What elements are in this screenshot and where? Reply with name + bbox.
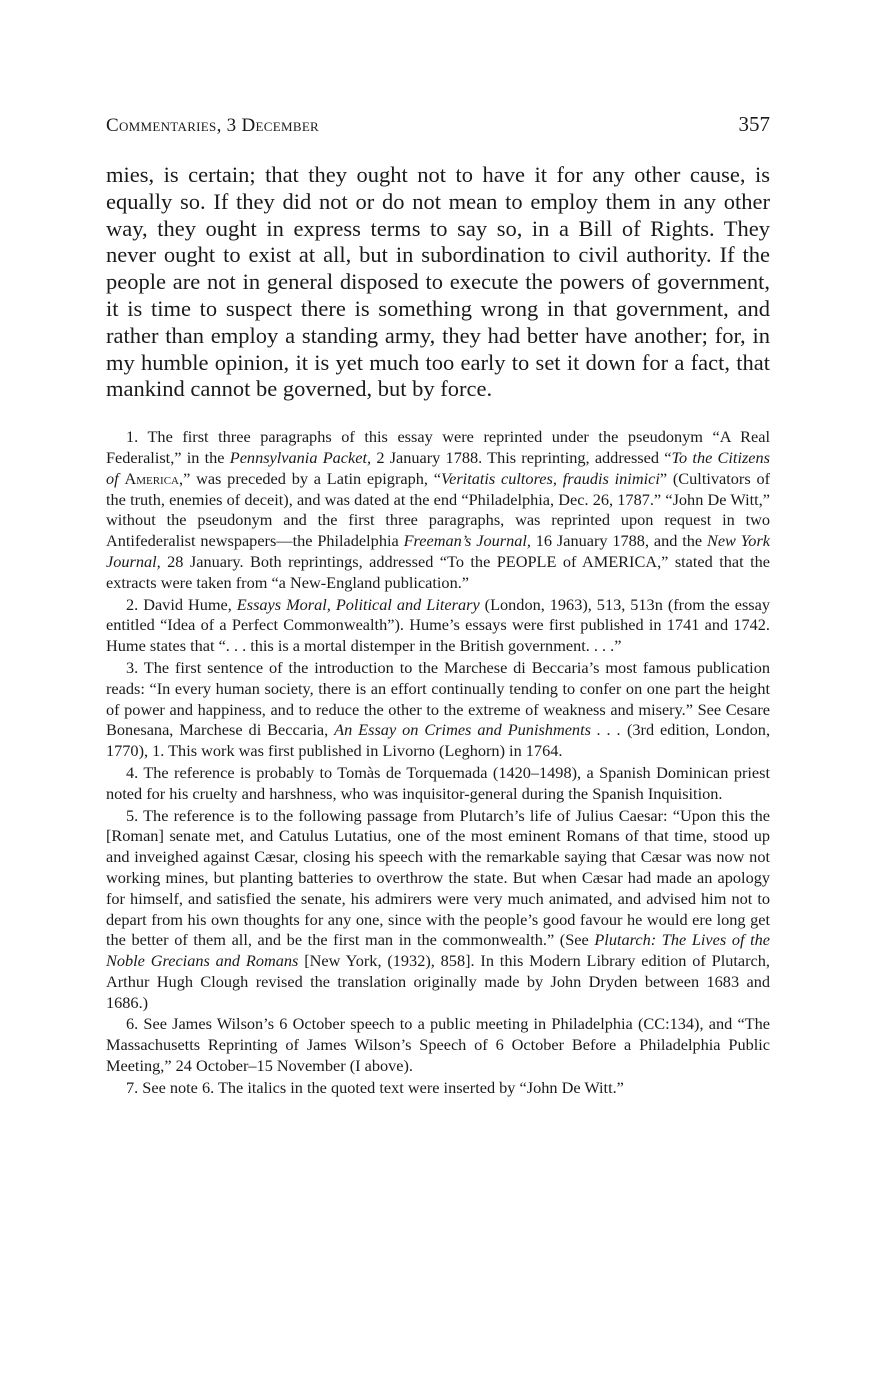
document-page <box>106 112 770 1100</box>
footnote-text: To the Citizens of <box>106 447 771 488</box>
footnote-text: New York Journal, <box>106 531 771 571</box>
footnote-text: An Essay on Crimes and Punishments . . . <box>334 720 622 740</box>
footnote-text: Essays Moral, Political and Literary <box>236 594 480 614</box>
page-number: 357 <box>738 112 770 136</box>
footnote-text: America <box>124 468 179 488</box>
footnote-text: Veritatis cultores, fraudis inimici <box>440 468 660 488</box>
footnote-text: Freeman’s Journal, <box>403 531 531 551</box>
footnote-text: 7. See note 6. The italics in the quoted text were inserted by “John De Witt.” <box>126 1077 624 1097</box>
footnote <box>106 763 770 805</box>
footnote-text: 1. The first three paragraphs of this essay were reprinted under the pseudonym “A Real Federalist,” in the <box>106 427 770 467</box>
footnote-text: 2 January 1788. This reprinting, addressed “ <box>371 447 672 467</box>
footnotes <box>106 427 770 1099</box>
footnote-text: [New York, (1932), 858]. In this Modern Library edition of Plutarch, Arthur Hugh Clough revised the translation originally made by John Dryden between 1683 and 1686.) <box>106 951 770 1012</box>
footnote-text: 6. See James Wilson’s 6 October speech to a public meeting in Philadelphia (CC:134), and “The Massachusetts Reprinting of James Wilson’s Speech of 6 October Before a Philadelphia Public Meeting,” 24 October–15 November (I above). <box>106 1014 770 1076</box>
footnote <box>106 595 770 657</box>
footnote-text: 4. The reference is probably to Tomàs de Torquemada (1420–1498), a Spanish Dominican priest noted for his cruelty and harshness, who was inquisitor-general during the Spanish Inquisition. <box>106 762 770 803</box>
footnote-text: Plutarch: The Lives of the Noble Grecians and Romans <box>106 930 771 971</box>
footnote-text: ,” was preceded by a Latin epigraph, “ <box>179 468 441 488</box>
footnote-text: (London, 1963), 513, 513n (from the essay entitled “Idea of a Perfect Commonwealth”). Hume’s essays were first published in 1741 and 1742. Hume states that “. . . this is a mortal distemper in the British government. . . .” <box>106 594 770 656</box>
footnote-text: (3rd edition, London, 1770), 1. This work was first published in Livorno (Leghorn) in 1764. <box>106 720 771 761</box>
footnote-text: 2. David Hume, <box>126 594 237 614</box>
running-title: Commentaries, 3 December <box>106 115 320 136</box>
footnote <box>106 1078 770 1099</box>
footnote <box>106 806 770 1014</box>
body-paragraph: mies, is certain; that they ought not to have it for any other cause, is equally so. If they did not or do not mean to employ them in any other way, they ought in express terms to say so, in a Bill of Rights. They never ought to exist at all, but in subordination to civil authority. If the people are not in general disposed to execute the powers of government, it is time to suspect there is something wrong in that government, and rather than employ a standing army, they had better have another; for, in my humble opinion, it is yet much too early to set it down for a fact, that mankind cannot be governed, but by force. <box>106 162 770 402</box>
footnote-text: 16 January 1788, and the <box>530 531 707 551</box>
footnote-text: ” (Cultivators of the truth, enemies of deceit), and was dated at the end “Philadelphia, Dec. 26, 1787.” “John De Witt,” without the pseudonym and the first three paragraphs, was reprinted upon request in two Antifederalist newspapers—the Philadelphia <box>106 468 771 551</box>
running-head <box>106 112 770 146</box>
footnote-text: 3. The first sentence of the introduction to the Marchese di Beccaria’s most famous publication reads: “In every human society, there is an effort continually tending to confer on one part the height of power and happiness, and to reduce the other to the extreme of weakness and misery.” See Cesare Bonesana, Marchese di Beccaria, <box>106 657 770 740</box>
footnote <box>106 1014 770 1076</box>
footnote <box>106 658 770 762</box>
footnote-text: 28 January. Both reprintings, addressed “To the PEOPLE of AMERICA,” stated that the extracts were taken from “a New-England publication.” <box>106 551 770 592</box>
footnote-text: Pennsylvania Packet, <box>229 447 372 467</box>
footnote <box>106 427 770 593</box>
footnote-text: 5. The reference is to the following passage from Plutarch’s life of Julius Caesar: “Upon this the [Roman] senate met, and Catulus Lutatius, one of the most eminent Romans of that time, stood up and inveighed against Cæsar, closing his speech with the remarkable saying that Cæsar was now not working mines, but planting batteries to overthrow the state. But when Cæsar had made an apology for himself, and satisfied the senate, his admirers were very much animated, and advised him not to depart from his own thoughts for any one, since with the people’s good favour he would ere long get the better of them all, and be the first man in the commonwealth.” (See <box>106 805 770 950</box>
